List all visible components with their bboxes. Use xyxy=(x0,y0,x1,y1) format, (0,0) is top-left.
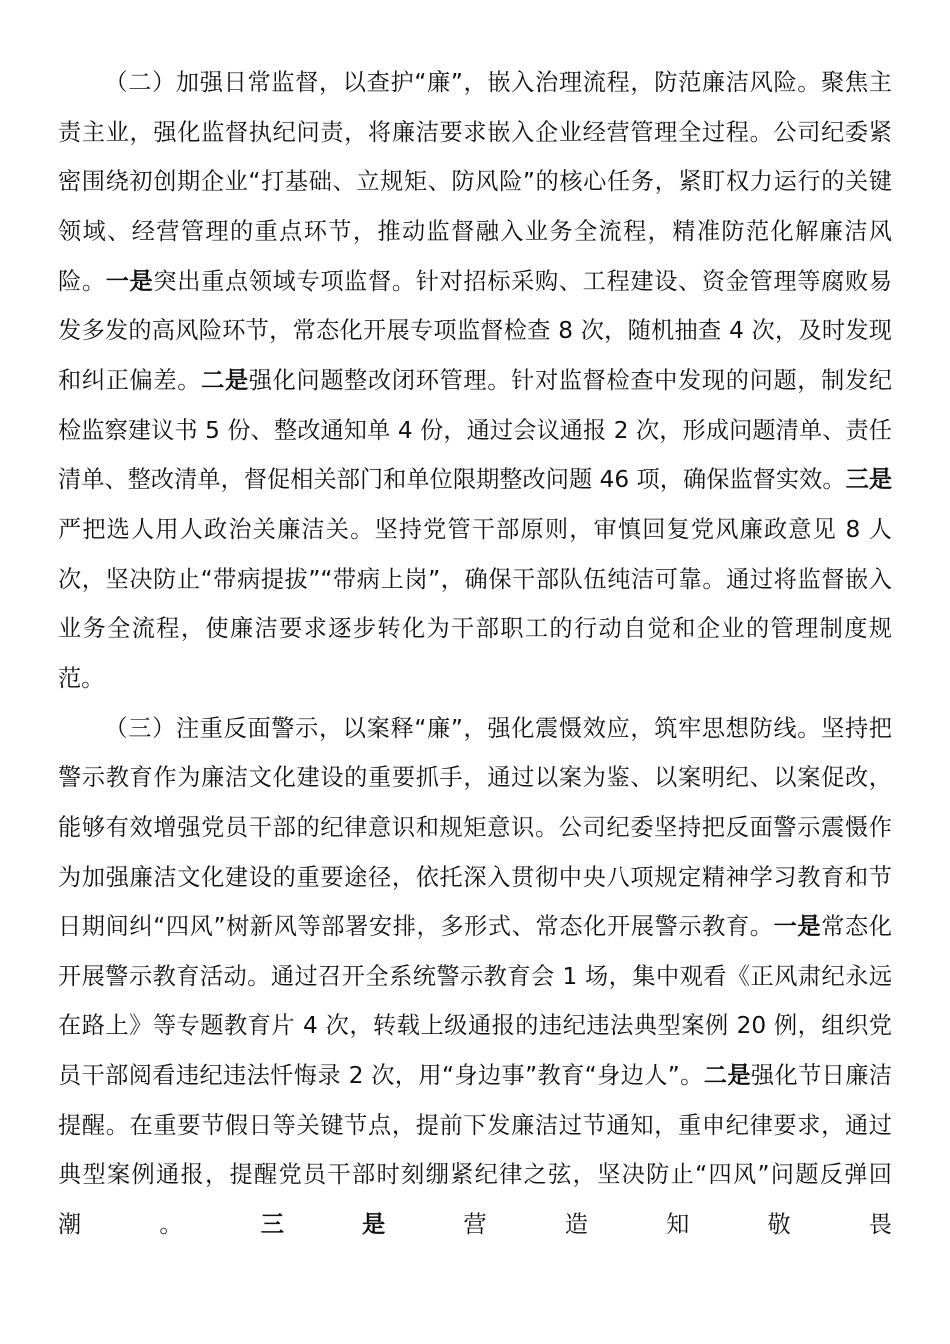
section-2-item-3: 严把选人用人政治关廉洁关。坚持党管干部原则，审慎回复党风廉政意见 8 人次，坚决防止“带病提拔”“带病上岗”，确保干部队伍纯洁可靠。通过将监督嵌入业务全流程，使廉洁要求逐步转化为干部职工的行动自觉和企业的管理制度规范。 xyxy=(58,515,892,692)
section-2-intro: （二）加强日常监督，以查护“廉”，嵌入治理流程，防范廉洁风险。聚焦主责主业，强化监督执纪问责，将廉洁要求嵌入企业经营管理全过程。公司纪委紧密围绕初创期企业“打基础、立规矩、防风险”的核心任务，紧盯权力运行的关键领域、经营管理的重点环节，推动监督融入业务全流程，精准防范化解廉洁风险。 xyxy=(58,69,892,295)
keyword-first: 一是 xyxy=(105,267,154,295)
paragraph-section-2 xyxy=(58,58,892,704)
keyword-third: 三是 xyxy=(260,1211,464,1239)
keyword-second: 二是 xyxy=(201,366,249,394)
keyword-first: 一是 xyxy=(773,913,822,941)
section-3-item-1: 常态化开展警示教育活动。通过召开全系统警示教育会 1 场，集中观看《正风肃纪永远在路上》等专题教育片 4 次，转载上级通报的违纪违法典型案例 20 例，组织党员干部阅看违纪违法忏悔录 2 次，用“身边事”教育“身边人”。 xyxy=(58,913,892,1090)
paragraph-section-3 xyxy=(58,704,892,1250)
section-3-intro: （三）注重反面警示，以案释“廉”，强化震慑效应，筑牢思想防线。坚持把警示教育作为廉洁文化建设的重要抓手，通过以案为鉴、以案明纪、以案促改，能够有效增强党员干部的纪律意识和规矩意识。公司纪委坚持把反面警示震慑作为加强廉洁文化建设的重要途径，依托深入贯彻中央八项规定精神学习教育和节日期间纠“四风”树新风等部署安排，多形式、常态化开展警示教育。 xyxy=(58,714,892,941)
section-2-item-1: 突出重点领域专项监督。针对招标采购、工程建设、资金管理等腐败易发多发的高风险环节，常态化开展专项监督检查 8 次，随机抽查 4 次，及时发现和纠正偏差。 xyxy=(58,267,893,394)
section-2-item-2: 强化问题整改闭环管理。针对监督检查中发现的问题，制发纪检监察建议书 5 份、整改通知单 4 份，通过会议通报 2 次，形成问题清单、责任清单、整改清单，督促相关部门和单位限期整改问题 46 项，确保监督实效。 xyxy=(58,366,893,494)
keyword-third: 三是 xyxy=(845,466,893,494)
keyword-second: 二是 xyxy=(703,1062,751,1090)
document-page xyxy=(58,58,892,1250)
section-3-item-3: 营造知敬畏 xyxy=(463,1211,892,1239)
section-3-item-2: 强化节日廉洁提醒。在重要节假日等关键节点，提前下发廉洁过节通知，重申纪律要求，通过典型案例通报，提醒党员干部时刻绷紧纪律之弦，坚决防止“四风”问题反弹回潮。 xyxy=(58,1062,892,1239)
